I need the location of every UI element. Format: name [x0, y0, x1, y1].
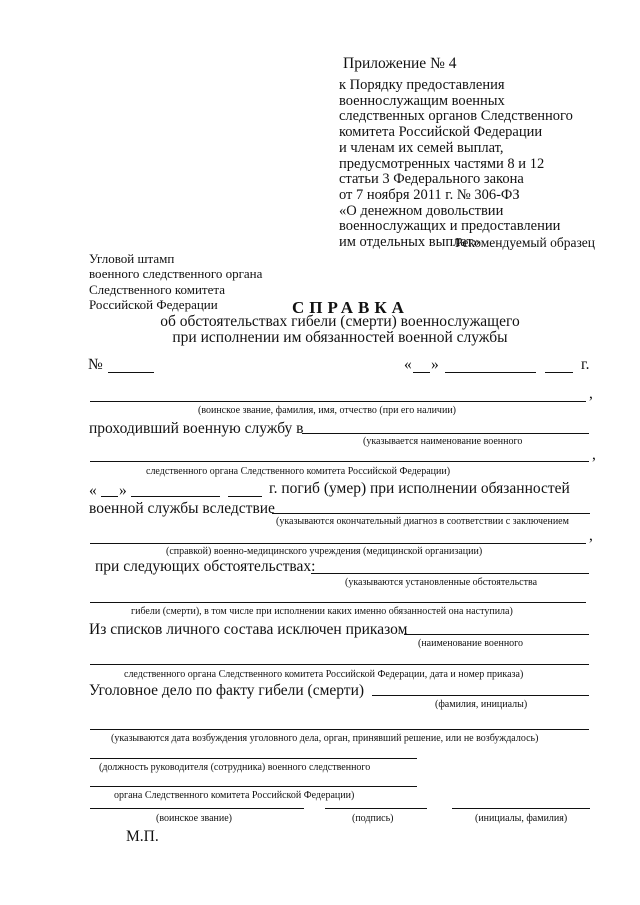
caption-body: органа Следственного комитета Российской Федерации) — [114, 790, 355, 801]
initials-surname-field[interactable] — [452, 808, 590, 809]
caption-position: (должность руководителя (сотрудника) военного следственного — [99, 762, 371, 773]
number-label: № — [88, 356, 103, 373]
circumstances-field[interactable] — [311, 573, 589, 574]
rank-field[interactable] — [90, 808, 304, 809]
date-quote-open: « — [404, 356, 412, 373]
appendix-line: военнослужащим военных — [339, 92, 505, 109]
due-to-label: военной службы вследствие — [89, 500, 275, 517]
signature-field[interactable] — [325, 808, 427, 809]
appendix-line: комитета Российской Федерации — [339, 124, 543, 141]
appendix-line: военнослужащих и предоставлении — [339, 218, 561, 235]
position-field[interactable] — [90, 758, 417, 759]
document-subtitle — [160, 314, 520, 346]
investigative-body-field[interactable] — [90, 461, 589, 462]
caption-order: следственного органа Следственного комитета Российской Федерации, дата и номер приказа) — [124, 669, 524, 680]
diagnosis-field[interactable] — [272, 513, 590, 514]
appendix-line: к Порядку предоставления — [339, 77, 505, 93]
document-title: СПРАВКА — [292, 298, 409, 317]
comma: , — [589, 385, 593, 402]
appendix-line: им отдельных выплат» — [339, 234, 481, 251]
stamp-line: Российской Федерации — [89, 296, 218, 312]
appendix-line: от 7 ноября 2011 г. № 306-ФЗ — [339, 186, 520, 203]
died-text: г. погиб (умер) при исполнении обязанностей — [269, 480, 570, 497]
caption-name-military: (указывается наименование военного — [363, 436, 523, 447]
appendix-line: «О денежном довольствии — [339, 202, 504, 219]
circumstances-label: при следующих обстоятельствах: — [95, 558, 316, 575]
caption-rank-name: (воинское звание, фамилия, имя, отчество (при его наличии) — [198, 405, 456, 416]
rank-name-field[interactable] — [90, 401, 586, 402]
death-day-field[interactable] — [101, 496, 118, 497]
criminal-case-details-field[interactable] — [90, 729, 589, 730]
date-year-field[interactable] — [545, 372, 573, 373]
order-details-field[interactable] — [90, 664, 589, 665]
appendix-line: предусмотренных частями 8 и 12 — [339, 155, 545, 172]
circumstances-field-2[interactable] — [90, 602, 586, 603]
caption-case-details: (указываются дата возбуждения уголовного дела, орган, принявший решение, или не возбуждалось) — [111, 733, 539, 744]
stamp-line: военного следственного органа — [89, 266, 263, 282]
death-year-field[interactable] — [228, 496, 262, 497]
recommended-sample-label: Рекомендуемый образец — [455, 235, 596, 250]
caption-rank: (воинское звание) — [156, 813, 232, 824]
position-field-2[interactable] — [90, 786, 417, 787]
stamp-line: Следственного комитета — [89, 281, 225, 297]
medical-institution-field[interactable] — [90, 543, 586, 544]
appendix-line: и членам их семей выплат, — [339, 139, 504, 156]
date-day-field[interactable] — [413, 372, 430, 373]
appendix-line: следственных органов Следственного — [339, 108, 573, 125]
subtitle-line-2: при исполнении им обязанностей военной службы — [172, 329, 508, 346]
date-quote-close: » — [119, 482, 127, 499]
order-body-field[interactable] — [404, 634, 589, 635]
appendix-reference — [339, 78, 573, 251]
date-quote-close: » — [431, 356, 439, 373]
comma: , — [592, 446, 596, 463]
death-month-field[interactable] — [131, 496, 220, 497]
subtitle-line-1: об обстоятельствах гибели (смерти) военнослужащего — [160, 313, 520, 330]
date-quote-open: « — [89, 482, 97, 499]
corner-stamp — [89, 251, 262, 312]
caption-death-duties: гибели (смерти), в том числе при исполнении каких именно обязанностей она наступила) — [131, 606, 513, 617]
appendix-title: Приложение № 4 — [343, 55, 457, 72]
criminal-case-name-field[interactable] — [372, 695, 589, 696]
date-month-field[interactable] — [445, 372, 536, 373]
military-unit-field[interactable] — [302, 433, 589, 434]
number-field[interactable] — [108, 372, 154, 373]
year-suffix: г. — [581, 356, 590, 373]
excluded-label: Из списков личного состава исключен приказом — [89, 621, 408, 638]
caption-signature: (подпись) — [352, 813, 394, 824]
criminal-case-label: Уголовное дело по факту гибели (смерти) — [89, 682, 365, 699]
caption-initials-surname: (инициалы, фамилия) — [475, 813, 568, 824]
comma: , — [589, 527, 593, 544]
caption-certificate: (справкой) военно-медицинского учреждения (медицинской организации) — [166, 546, 483, 557]
seal-place-label: М.П. — [126, 828, 159, 845]
served-in-label: проходивший военную службу в — [89, 420, 304, 437]
caption-diagnosis: (указываются окончательный диагноз в соответствии с заключением — [276, 516, 569, 527]
appendix-line: статьи 3 Федерального закона — [339, 171, 524, 188]
stamp-line: Угловой штамп — [89, 251, 175, 266]
caption-investigative-body: следственного органа Следственного комитета Российской Федерации) — [146, 466, 451, 477]
caption-name-initials: (фамилия, инициалы) — [435, 699, 528, 710]
caption-circumstances: (указываются установленные обстоятельства — [345, 577, 538, 588]
caption-name-military-2: (наименование военного — [418, 638, 524, 649]
